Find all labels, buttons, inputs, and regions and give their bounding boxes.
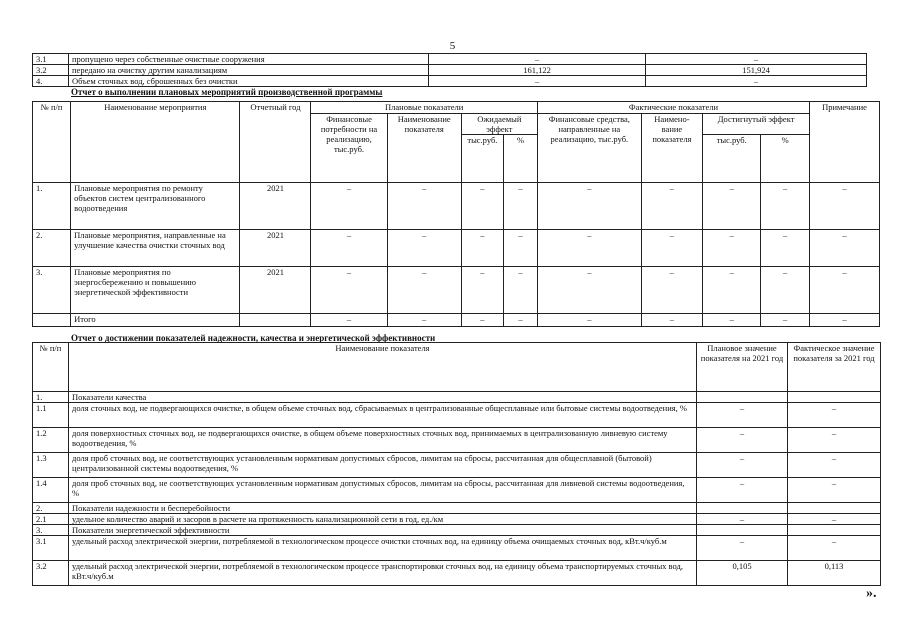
row-cell: – (703, 230, 761, 267)
row-fact: – (788, 428, 881, 453)
prog-h-fact-ind: Наимено-вание показателя (641, 114, 702, 183)
ind-h-fact: Фактическое значение показателя за 2021 год (788, 343, 881, 392)
row-fact (788, 392, 881, 403)
row-number: 3. (33, 267, 71, 314)
row-name: пропущено через собственные очистные сооружения (69, 54, 429, 65)
row-fact: – (788, 514, 881, 525)
row-number: 2. (33, 503, 69, 514)
row-cell: – (761, 314, 810, 327)
top-table (32, 53, 867, 87)
table-row (33, 503, 881, 514)
row-fact (788, 503, 881, 514)
prog-h-fact-eff: Достигнутый эффект (703, 114, 810, 135)
row-cell: – (761, 267, 810, 314)
program-title: Отчет о выполнении плановых мероприятий производственной программы (71, 87, 383, 97)
ind-h-num: № п/п (33, 343, 69, 392)
row-name: Плановые мероприятия, направленные на улучшение качества очистки сточных вод (71, 230, 240, 267)
table-row (33, 403, 881, 428)
row-number: 3.1 (33, 536, 69, 561)
row-fact: – (788, 536, 881, 561)
row-cell: – (810, 267, 880, 314)
row-cell: – (703, 267, 761, 314)
program-table (32, 101, 880, 327)
prog-h-fact-rub: тыс.руб. (703, 135, 761, 183)
indicators-title: Отчет о достижении показателей надежности, качества и энергетической эффективности (71, 333, 436, 343)
row-fact (788, 525, 881, 536)
table-row (33, 54, 867, 65)
row-cell: – (311, 314, 387, 327)
program-table-body (33, 183, 880, 327)
row-value-1: – (429, 54, 646, 65)
row-year (240, 314, 311, 327)
row-value-1: 161,122 (429, 65, 646, 76)
row-cell: – (537, 314, 641, 327)
row-cell: – (761, 230, 810, 267)
table-row (33, 428, 881, 453)
row-value-2: – (646, 54, 867, 65)
row-cell: – (641, 183, 702, 230)
prog-h-fact-pct: % (761, 135, 810, 183)
row-plan (697, 392, 788, 403)
row-number: 1. (33, 183, 71, 230)
row-cell: – (641, 230, 702, 267)
indicators-table-body (33, 392, 881, 586)
row-cell: – (537, 183, 641, 230)
row-number (33, 314, 71, 327)
row-cell: – (387, 183, 461, 230)
prog-h-plan-pct: % (504, 135, 538, 183)
row-number: 1.1 (33, 403, 69, 428)
row-number: 3.2 (33, 561, 69, 586)
row-cell: – (703, 314, 761, 327)
row-cell: – (461, 230, 503, 267)
row-plan: – (697, 453, 788, 478)
row-number: 2.1 (33, 514, 69, 525)
table-row (33, 514, 881, 525)
table-row (33, 525, 881, 536)
row-value-1: – (429, 76, 646, 87)
table-row (33, 453, 881, 478)
row-plan (697, 525, 788, 536)
table-row (33, 230, 880, 267)
row-year: 2021 (240, 230, 311, 267)
prog-h-plan-eff: Ожидаемый эффект (461, 114, 537, 135)
row-number: 1.3 (33, 453, 69, 478)
row-cell: – (311, 183, 387, 230)
row-cell: – (537, 267, 641, 314)
row-fact: – (788, 453, 881, 478)
row-fact: – (788, 403, 881, 428)
table-row (33, 76, 867, 87)
row-cell: – (311, 267, 387, 314)
row-cell: – (703, 183, 761, 230)
row-cell: – (461, 183, 503, 230)
row-plan: – (697, 536, 788, 561)
row-name: доля проб сточных вод, не соответствующих установленным нормативам допустимых сбросов, лимитам на сбросы, рассчитанная для общесплавной (бытовой) централизованной системы водоотведения, % (69, 453, 697, 478)
row-name: удельное количество аварий и засоров в расчете на протяженность канализационной сети в год, ед./км (69, 514, 697, 525)
row-number: 3.1 (33, 54, 69, 65)
table-row (33, 392, 881, 403)
row-cell: – (810, 230, 880, 267)
row-value-2: 151,924 (646, 65, 867, 76)
prog-h-fact-fin: Финансовые средства, направленные на реализацию, тыс.руб. (537, 114, 641, 183)
row-cell: – (810, 183, 880, 230)
row-cell: – (387, 267, 461, 314)
prog-h-year: Отчетный год (240, 102, 311, 183)
row-year: 2021 (240, 183, 311, 230)
table-row (33, 314, 880, 327)
table-row (33, 561, 881, 586)
row-fact: 0,113 (788, 561, 881, 586)
row-name: доля поверхностных сточных вод, не подвергающихся очистке, в общем объеме поверхностных сточных вод, принимаемых в централизованную ливневую систему водоотведения, % (69, 428, 697, 453)
row-cell: – (387, 314, 461, 327)
prog-h-note: Примечание (810, 102, 880, 183)
table-row (33, 65, 867, 76)
row-cell: – (504, 314, 538, 327)
table-row (33, 478, 881, 503)
top-table-body (33, 54, 867, 87)
row-value-2: – (646, 76, 867, 87)
row-plan: – (697, 478, 788, 503)
row-number: 4. (33, 76, 69, 87)
row-name: доля сточных вод, не подвергающихся очистке, в общем объеме сточных вод, сбрасываемых в централизованные общесплавные или бытовые системы водоотведения, % (69, 403, 697, 428)
row-name: Показатели энергетической эффективности (69, 525, 697, 536)
row-cell: – (461, 267, 503, 314)
prog-h-num: № п/п (33, 102, 71, 183)
prog-h-plan: Плановые показатели (311, 102, 538, 114)
row-cell: – (504, 183, 538, 230)
row-cell: – (761, 183, 810, 230)
row-cell: – (641, 314, 702, 327)
row-cell: – (311, 230, 387, 267)
row-number: 3. (33, 525, 69, 536)
row-name: удельный расход электрической энергии, потребляемой в технологическом процессе транспортировки сточных вод, на единицу объема транспортируемых сточных вод, кВт.ч/куб.м (69, 561, 697, 586)
row-name: Показатели надежности и бесперебойности (69, 503, 697, 514)
row-number: 1. (33, 392, 69, 403)
prog-h-plan-fin: Финансовые потребности на реализацию, тыс.руб. (311, 114, 387, 183)
row-name: Итого (71, 314, 240, 327)
row-cell: – (461, 314, 503, 327)
row-cell: – (387, 230, 461, 267)
row-cell: – (504, 267, 538, 314)
row-name: удельный расход электрической энергии, потребляемой в технологическом процессе очистки сточных вод, на единицу объема очищаемых сточных вод, кВт.ч/куб.м (69, 536, 697, 561)
page-number: 5 (449, 40, 456, 52)
row-plan (697, 503, 788, 514)
row-number: 2. (33, 230, 71, 267)
indicators-table (32, 342, 881, 586)
row-name: Объем сточных вод, сброшенных без очистки (69, 76, 429, 87)
row-name: передано на очистку другим канализациям (69, 65, 429, 76)
row-name: Плановые мероприятия по энергосбережению и повышению энергетической эффективности (71, 267, 240, 314)
table-row (33, 536, 881, 561)
row-name: доля проб сточных вод, не соответствующих установленным нормативам допустимых сбросов, лимитам на сбросы, рассчитанная для ливневой системы водоотведения, % (69, 478, 697, 503)
row-plan: – (697, 514, 788, 525)
row-plan: – (697, 403, 788, 428)
row-number: 1.4 (33, 478, 69, 503)
row-name: Показатели качества (69, 392, 697, 403)
row-number: 3.2 (33, 65, 69, 76)
ind-h-plan: Плановое значение показателя на 2021 год (697, 343, 788, 392)
row-cell: – (641, 267, 702, 314)
prog-h-fact: Фактические показатели (537, 102, 809, 114)
prog-h-plan-rub: тыс.руб. (461, 135, 503, 183)
row-cell: – (504, 230, 538, 267)
row-cell: – (810, 314, 880, 327)
ind-h-name: Наименование показателя (69, 343, 697, 392)
row-plan: – (697, 428, 788, 453)
table-row (33, 183, 880, 230)
prog-h-name: Наименование мероприятия (71, 102, 240, 183)
row-year: 2021 (240, 267, 311, 314)
row-plan: 0,105 (697, 561, 788, 586)
end-mark: ». (866, 586, 877, 601)
row-fact: – (788, 478, 881, 503)
table-row (33, 267, 880, 314)
row-cell: – (537, 230, 641, 267)
prog-h-plan-ind: Наименование показателя (387, 114, 461, 183)
row-name: Плановые мероприятия по ремонту объектов систем централизованного водоотведения (71, 183, 240, 230)
row-number: 1.2 (33, 428, 69, 453)
